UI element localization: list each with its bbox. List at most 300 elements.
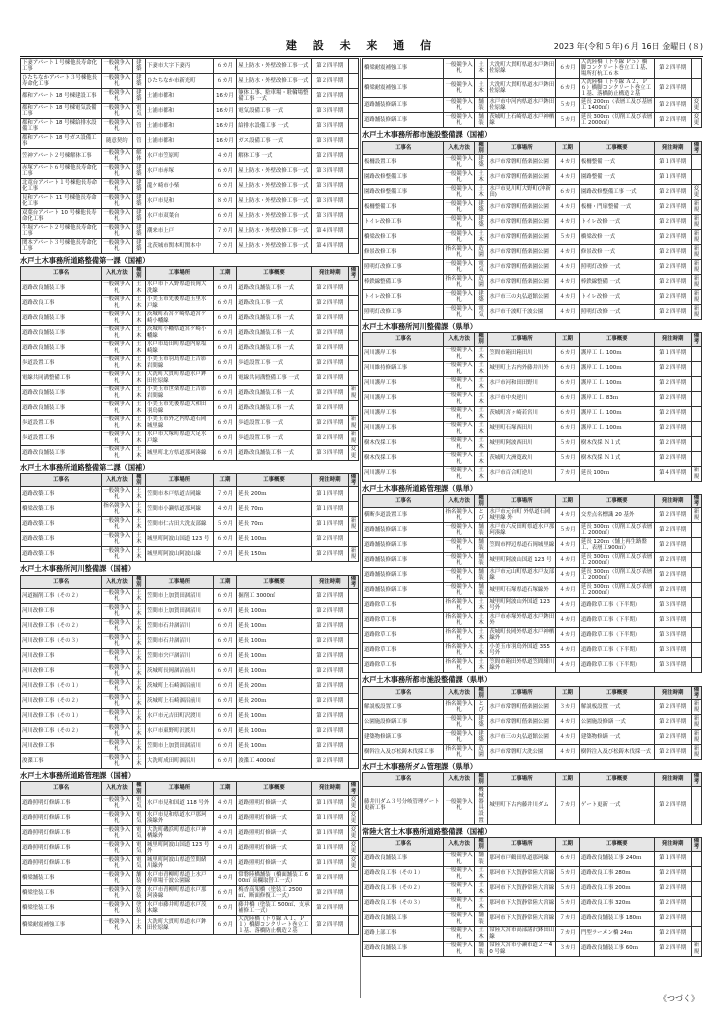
cell-method: 一般競争入札	[103, 281, 131, 294]
column-header-time: 発注時期	[654, 773, 691, 786]
cell-name: 道路照明灯修繕工事	[21, 810, 102, 825]
cell-place: 茨城町上石崎県道水戸神栖線	[489, 114, 555, 127]
cell-note	[348, 194, 358, 209]
table-header-row	[21, 782, 359, 795]
cell-method: 指名競争入札	[103, 503, 131, 516]
cell-period: ７カ月	[213, 547, 237, 562]
section-title: 水戸土木事務所河川整備課（国補）	[20, 564, 136, 574]
cell-note	[691, 169, 701, 184]
cell-name: 河川護岸工事	[363, 391, 444, 406]
cell-note	[691, 598, 701, 613]
column-header-period: 工期	[213, 267, 237, 280]
cell-summary: 延長 200ｍ	[237, 679, 311, 694]
table-row	[21, 340, 359, 355]
cell-note	[348, 164, 358, 179]
cell-kind: 機械器具設置	[474, 786, 488, 824]
cell-kind: 土木	[132, 915, 146, 935]
table-row	[21, 754, 359, 769]
cell-place: 水戸市常磐町偕楽園公園	[488, 274, 556, 289]
cell-summary: 道路改良舗装工事 一式	[237, 445, 311, 460]
cell-place: 笠間市仁古田大洗友部線	[146, 517, 214, 532]
cell-place: 笠間市本戸県道吉岡線	[146, 487, 214, 502]
cell-summary: 護岸工 Ｌ 100ｍ	[579, 361, 654, 376]
cell-summary: 延長 300ｍ（切削工及び表層工 2000㎡）	[580, 584, 653, 597]
cell-note: 新規	[691, 699, 701, 714]
cell-method: 一般競争入札	[103, 841, 131, 854]
cell-note	[348, 295, 358, 310]
cell-time: 第２四半期	[654, 941, 691, 956]
cell-period: ６カ月	[213, 634, 237, 649]
cell-period: ６カ月	[213, 885, 237, 900]
cell-summary: トイレ改修 一式	[579, 289, 654, 304]
cell-summary: 掘削工 3000㎥	[237, 589, 311, 604]
cell-summary: ガス設備工事 一式	[237, 134, 311, 149]
section-title: 水戸土木事務所ダム管理課（県単）	[362, 761, 478, 771]
column-header-place: 工事場所	[488, 333, 556, 346]
cell-kind: 電気	[132, 810, 146, 825]
cell-method: 一般競争入札	[445, 927, 473, 940]
cell-method: 一般競争入札	[103, 446, 131, 459]
cell-time: 第３四半期	[311, 134, 348, 149]
cell-note: 新規	[691, 289, 701, 304]
cell-time: 第２四半期	[311, 870, 348, 885]
cell-time: 第２四半期	[654, 406, 691, 421]
cell-name: 横断歩道設置工事	[363, 508, 444, 523]
cell-method: 一般競争入札	[103, 634, 131, 648]
cell-kind: 土木	[132, 619, 146, 634]
cell-place: 城里町阿波山外国道 123 号外	[488, 598, 556, 613]
cell-time: 第２四半期	[654, 59, 691, 79]
column-header-place: 工事場所	[146, 782, 214, 795]
cell-note: 新規	[691, 304, 701, 319]
cell-method: 一般競争入札	[103, 826, 131, 839]
cell-time: 第３四半期	[654, 598, 691, 613]
cell-period: ６カ月	[213, 430, 237, 445]
cell-period: ７カ月	[213, 239, 237, 254]
cell-note	[348, 119, 358, 134]
cell-name: 都和アパート 18 号棟電気設備工事	[21, 104, 102, 119]
cell-time: 第２四半期	[311, 89, 348, 104]
cell-period: ６カ月	[213, 370, 237, 385]
cell-note	[348, 754, 358, 769]
column-header-period: 工期	[556, 686, 580, 699]
cell-name: 河川改修工事（その２）	[21, 694, 102, 709]
cell-place: 水戸市赤塚	[146, 164, 214, 179]
column-header-note: 備考	[691, 494, 701, 507]
cell-note	[348, 532, 358, 547]
cell-name: 河川改修工事	[21, 664, 102, 679]
cell-place: 常陸大宮市小瀬市道２－40 号線	[488, 941, 556, 956]
cell-period: ６カ月	[213, 724, 237, 739]
cell-summary: 護岸工 Ｌ 100ｍ	[579, 346, 654, 361]
cell-time: 第３四半期	[654, 643, 691, 658]
cell-method: 一般競争入札	[103, 224, 131, 237]
table-row	[21, 604, 359, 619]
table-row	[363, 259, 702, 274]
cell-kind: 舗装	[474, 583, 488, 598]
section-title: 水戸土木事務所河川整備課（県単）	[362, 321, 478, 331]
table-row	[363, 289, 702, 304]
cell-note: 変更	[348, 855, 358, 870]
cell-summary: 道路除草工事（下半期）	[579, 643, 654, 658]
cell-place: 土浦市都和	[146, 119, 214, 134]
table-row	[21, 900, 359, 915]
cell-place: 水戸市大塚町県道大足水戸線	[146, 430, 214, 445]
cell-summary: 照明灯改修 一式	[579, 304, 654, 319]
cell-summary: 電線共同溝整備工事 一式	[237, 370, 311, 385]
table-row	[363, 346, 702, 361]
cell-kind: 建築	[474, 154, 488, 169]
cell-kind: 建築	[132, 59, 146, 74]
column-header-kind: 種別	[474, 141, 488, 154]
cell-kind: 建築	[474, 199, 488, 214]
cell-time: 第２四半期	[311, 900, 348, 915]
cell-time: 第２四半期	[654, 184, 691, 199]
cell-note	[348, 649, 358, 664]
column-header-time: 発注時期	[654, 141, 691, 154]
cell-kind: 土木	[474, 436, 488, 451]
cell-note	[348, 149, 358, 164]
cell-method: 一般競争入札	[445, 260, 473, 273]
cell-period: ４カ月	[556, 643, 580, 658]
table-row	[21, 502, 359, 517]
cell-note	[691, 881, 701, 896]
cell-summary: 道路改良舗装工事 240ｍ	[579, 851, 654, 866]
cell-kind: 土木	[132, 517, 146, 532]
cell-summary: 延長 100ｍ	[237, 532, 311, 547]
cell-place: 笠間市押辺県道石岡城里線	[488, 538, 556, 553]
column-header-kind: 種別	[474, 686, 488, 699]
project-table	[20, 781, 359, 935]
cell-place: 水戸市常磐町偕楽園公園	[488, 259, 556, 274]
cell-place: 水戸市常磐町偕楽園公園	[488, 199, 556, 214]
cell-name: 橋梁塗装工事	[21, 900, 102, 915]
table-row	[363, 508, 702, 523]
cell-kind: 電気	[132, 104, 146, 119]
table-row	[21, 709, 359, 724]
project-table	[362, 686, 702, 760]
table-row	[363, 421, 702, 436]
cell-summary: トイレ改修 一式	[579, 214, 654, 229]
cell-kind: 電気	[132, 840, 146, 855]
cell-method: 一般競争入札	[445, 554, 473, 567]
section-title: 水戸土木事務所道路管理課（県単）	[362, 483, 478, 493]
cell-kind: 電気	[474, 259, 488, 274]
cell-kind: 土木	[132, 325, 146, 340]
cell-note	[691, 154, 701, 169]
cell-kind: 建築	[132, 209, 146, 224]
cell-name: 関本アパート３号棟他長寿命化工事	[21, 239, 102, 254]
cell-period: ４カ月	[556, 274, 580, 289]
cell-kind: 解体	[132, 149, 146, 164]
cell-method: 一般競争入札	[445, 99, 473, 112]
cell-place: 小美玉市羽鳥外国道 355 号外	[488, 643, 556, 658]
cell-kind: 塗装	[132, 885, 146, 900]
cell-method: 一般競争入札	[103, 856, 131, 869]
cell-note: 新規	[691, 714, 701, 729]
cell-period: ４カ月	[556, 304, 580, 319]
cell-time: 第２四半期	[654, 714, 691, 729]
cell-name: 北竜台アパート１号棟他長寿命化工事	[21, 179, 102, 194]
cell-note	[348, 604, 358, 619]
cell-time: 第３四半期	[311, 164, 348, 179]
cell-method: 指名競争入札	[445, 700, 473, 713]
cell-method: 一般競争入札	[445, 867, 473, 880]
cell-period: ６カ月	[213, 415, 237, 430]
project-table	[362, 58, 702, 128]
table-row	[363, 699, 702, 714]
cell-summary: 躯体工事、駐車場・駐輪場整備工事 一式	[237, 89, 311, 104]
cell-place: 城里町北方県道那珂湊線	[146, 445, 214, 460]
cell-method: 一般競争入札	[445, 942, 473, 955]
cell-period: ４カ月	[556, 583, 580, 598]
cell-summary: 延長 300ｍ（切削工及び表層工 2000㎡）	[580, 554, 653, 567]
cell-summary: 道路改良舗装工事 一式	[237, 280, 311, 295]
cell-kind: 土木	[474, 78, 488, 98]
cell-method: 一般競争入札	[103, 356, 131, 369]
column-header-place: 工事場所	[488, 838, 556, 851]
cell-place: 小美玉市先後県道大和田羽鳥線	[146, 400, 214, 415]
cell-summary: 延長 300ｍ（切削工及び表層工 2000㎡）	[580, 569, 653, 582]
cell-kind: 土木	[132, 487, 146, 502]
cell-method: 一般競争入札	[445, 437, 473, 450]
cell-place: 笠間市石井涸沼川	[146, 619, 214, 634]
table-row	[363, 406, 702, 421]
cell-place: 水戸市六反田町県道水戸那珂湊線	[489, 524, 555, 537]
cell-time: 第１四半期	[311, 502, 348, 517]
cell-summary: 歩道設置工事 一式	[237, 430, 311, 445]
cell-note	[348, 280, 358, 295]
column-header-place: 工事場所	[146, 473, 214, 486]
cell-method: 一般競争入札	[103, 59, 131, 72]
column-header-summary: 工事概要	[237, 267, 311, 280]
cell-time: 第３四半期	[654, 628, 691, 643]
cell-summary: 延長 100ｍ	[237, 724, 311, 739]
cell-kind: 土木	[132, 310, 146, 325]
cell-summary: 道路改良舗装工事 一式	[237, 325, 311, 340]
cell-place: 水戸市見川町大野町(沖新田)	[488, 184, 556, 199]
cell-method: 一般競争入札	[103, 239, 131, 252]
column-header-name: 工事名	[21, 575, 102, 588]
cell-time: 第３四半期	[311, 194, 348, 209]
cell-note	[348, 179, 358, 194]
table-row	[21, 664, 359, 679]
cell-period: ６カ月	[213, 754, 237, 769]
table-row	[363, 466, 702, 481]
cell-time: 第２四半期	[654, 98, 691, 113]
cell-name: 道路舗装修繕工事	[363, 553, 444, 568]
cell-method: 一般競争入札	[103, 431, 131, 444]
cell-note	[348, 634, 358, 649]
cell-note: 新規	[691, 199, 701, 214]
cell-place: 水戸市見和	[146, 194, 214, 209]
cell-kind: 土木	[132, 340, 146, 355]
cell-period: ４カ月	[213, 855, 237, 870]
cell-method: 一般競争入札	[445, 852, 473, 865]
table-row	[363, 113, 702, 128]
cell-note	[348, 664, 358, 679]
cell-time: 第２四半期	[654, 78, 691, 98]
cell-method: 一般競争入札	[445, 452, 473, 465]
column-header-kind: 種別	[132, 575, 146, 588]
cell-time: 第２四半期	[654, 244, 691, 259]
cell-method: 一般競争入札	[103, 119, 131, 132]
table-row	[21, 280, 359, 295]
table-row	[21, 679, 359, 694]
cell-kind: 土木	[474, 866, 488, 881]
table-row	[21, 325, 359, 340]
cell-note: 新規	[691, 214, 701, 229]
cell-note	[691, 851, 701, 866]
table-row	[21, 224, 359, 239]
cell-kind: 土木	[474, 184, 488, 199]
cell-note	[691, 911, 701, 926]
table-row	[363, 881, 702, 896]
cell-summary: 道路改良工事 280ｍ	[579, 866, 654, 881]
cell-kind: 土木	[474, 466, 488, 481]
cell-name: 下妻アパート１号棟他長寿命化工事	[21, 59, 102, 74]
cell-place: 茨城町上石崎涸沼前川	[146, 679, 214, 694]
cell-time: 第３四半期	[311, 209, 348, 224]
cell-name: 道路改良工事（その１）	[363, 866, 444, 881]
cell-place: 水戸市河和田田野川	[488, 376, 556, 391]
cell-place: 小美玉市先後県道玉里水戸線	[146, 295, 214, 310]
cell-summary: 屋上防水・外壁改修工事一式	[237, 164, 311, 179]
cell-method: 一般競争入札	[445, 569, 473, 582]
cell-method: 一般競争入札	[445, 377, 473, 390]
cell-note: 変更	[348, 795, 358, 810]
cell-kind: 舗装	[474, 941, 488, 956]
cell-method: 一般競争入札	[445, 912, 473, 925]
cell-period: ６カ月	[213, 400, 237, 415]
cell-name: トイレ改修工事	[363, 289, 444, 304]
table-row	[363, 729, 702, 744]
cell-place: 水戸市常磐町偕楽園公園	[488, 154, 556, 169]
cell-time: 第１四半期	[654, 346, 691, 361]
cell-place: 龍ケ崎市小柴	[146, 179, 214, 194]
cell-name: 笠神アパート２号棟解体工事	[21, 149, 102, 164]
cell-period: ４カ月	[556, 289, 580, 304]
cell-method: 一般競争入札	[103, 164, 131, 177]
cell-name: 道路照明灯修繕工事	[21, 795, 102, 810]
table-row	[363, 274, 702, 289]
cell-period: ６カ月	[556, 406, 580, 421]
cell-time: 第２四半期	[311, 547, 348, 562]
table-row	[21, 825, 359, 840]
table-row	[21, 370, 359, 385]
table-row	[21, 104, 359, 119]
cell-period: ６カ月	[213, 445, 237, 460]
cell-time: 第２四半期	[311, 370, 348, 385]
cell-method: 一般競争入札	[103, 619, 131, 633]
project-table	[362, 772, 702, 825]
cell-kind: 土木	[474, 896, 488, 911]
table-row	[363, 538, 702, 553]
cell-note	[348, 89, 358, 104]
table-row	[21, 855, 359, 870]
table-row	[21, 164, 359, 179]
cell-note	[348, 739, 358, 754]
cell-method: 一般競争入札	[103, 664, 131, 678]
column-header-period: 工期	[556, 141, 580, 154]
cell-kind: 土木	[474, 628, 488, 643]
cell-time: 第２四半期	[311, 634, 348, 649]
table-row	[363, 361, 702, 376]
cell-kind: 土木	[132, 445, 146, 460]
cell-period: ６カ月	[213, 209, 237, 224]
cell-name: 道路舗装修繕工事	[363, 523, 444, 538]
cell-note	[691, 451, 701, 466]
cell-name: 道路改築工事	[21, 487, 102, 502]
table-header-row	[21, 267, 359, 280]
cell-place: 水戸市百合町逆川	[488, 466, 556, 481]
cell-kind: 土木	[132, 547, 146, 562]
column-header-kind: 種別	[474, 333, 488, 346]
table-row	[363, 436, 702, 451]
table-row	[21, 179, 359, 194]
table-row	[21, 840, 359, 855]
cell-place: 笠間市箱田箱田川	[488, 346, 556, 361]
cell-period: ６カ月	[213, 709, 237, 724]
cell-period: ５カ月	[556, 113, 580, 128]
cell-name: 道路改築工事	[21, 532, 102, 547]
table-header-row	[363, 773, 702, 786]
cell-summary: 道路照明灯修繕一式	[237, 840, 311, 855]
column-header-name: 工事名	[363, 686, 444, 699]
column-header-name: 工事名	[363, 773, 444, 786]
table-row	[363, 643, 702, 658]
cell-summary: 樹木伐採 Ｎ１式	[579, 451, 654, 466]
table-row	[21, 739, 359, 754]
issue-date: 2023 年(令和５年)６月 16日 金曜日	[553, 42, 687, 51]
cell-kind: 土木	[132, 502, 146, 517]
cell-method: 一般競争入札	[103, 589, 131, 603]
cell-method: 一般競争入札	[103, 901, 131, 914]
table-row	[21, 385, 359, 400]
cell-name: 道路照明灯修繕工事	[21, 855, 102, 870]
cell-summary: 道路除草工事（下半期）	[579, 628, 654, 643]
cell-note	[348, 104, 358, 119]
cell-period: ４カ月	[556, 613, 580, 628]
cell-name: 板柵設置工事	[363, 154, 444, 169]
cell-method: 一般競争入札	[445, 114, 473, 127]
cell-time: 第２四半期	[654, 229, 691, 244]
table-row	[21, 795, 359, 810]
cell-period: ４カ月	[556, 214, 580, 229]
cell-method: 一般競争入札	[103, 89, 131, 102]
cell-period: ５カ月	[556, 523, 580, 538]
cell-kind: 土木	[132, 370, 146, 385]
cell-name: 道路照明灯修繕工事	[21, 825, 102, 840]
cell-summary: 延長 70ｍ	[237, 517, 311, 532]
cell-place: 水戸市三の丸弘道館公園	[488, 289, 556, 304]
table-row	[363, 304, 702, 319]
cell-kind: 土木	[132, 754, 146, 769]
cell-summary: 屋上防水・外壁改修工事一式	[237, 239, 311, 254]
cell-kind: 建築	[132, 179, 146, 194]
cell-kind: 土木	[132, 709, 146, 724]
cell-time: 第２四半期	[311, 325, 348, 340]
column-header-time: 発注時期	[654, 838, 691, 851]
cell-place: 土浦市都和	[146, 104, 214, 119]
page-header	[20, 40, 703, 57]
cell-time: 第３四半期	[311, 179, 348, 194]
table-row	[363, 451, 702, 466]
cell-method: 一般競争入札	[103, 724, 131, 738]
header-dateline	[554, 42, 703, 51]
cell-period: ６カ月	[213, 340, 237, 355]
cell-note: 新規	[691, 274, 701, 289]
